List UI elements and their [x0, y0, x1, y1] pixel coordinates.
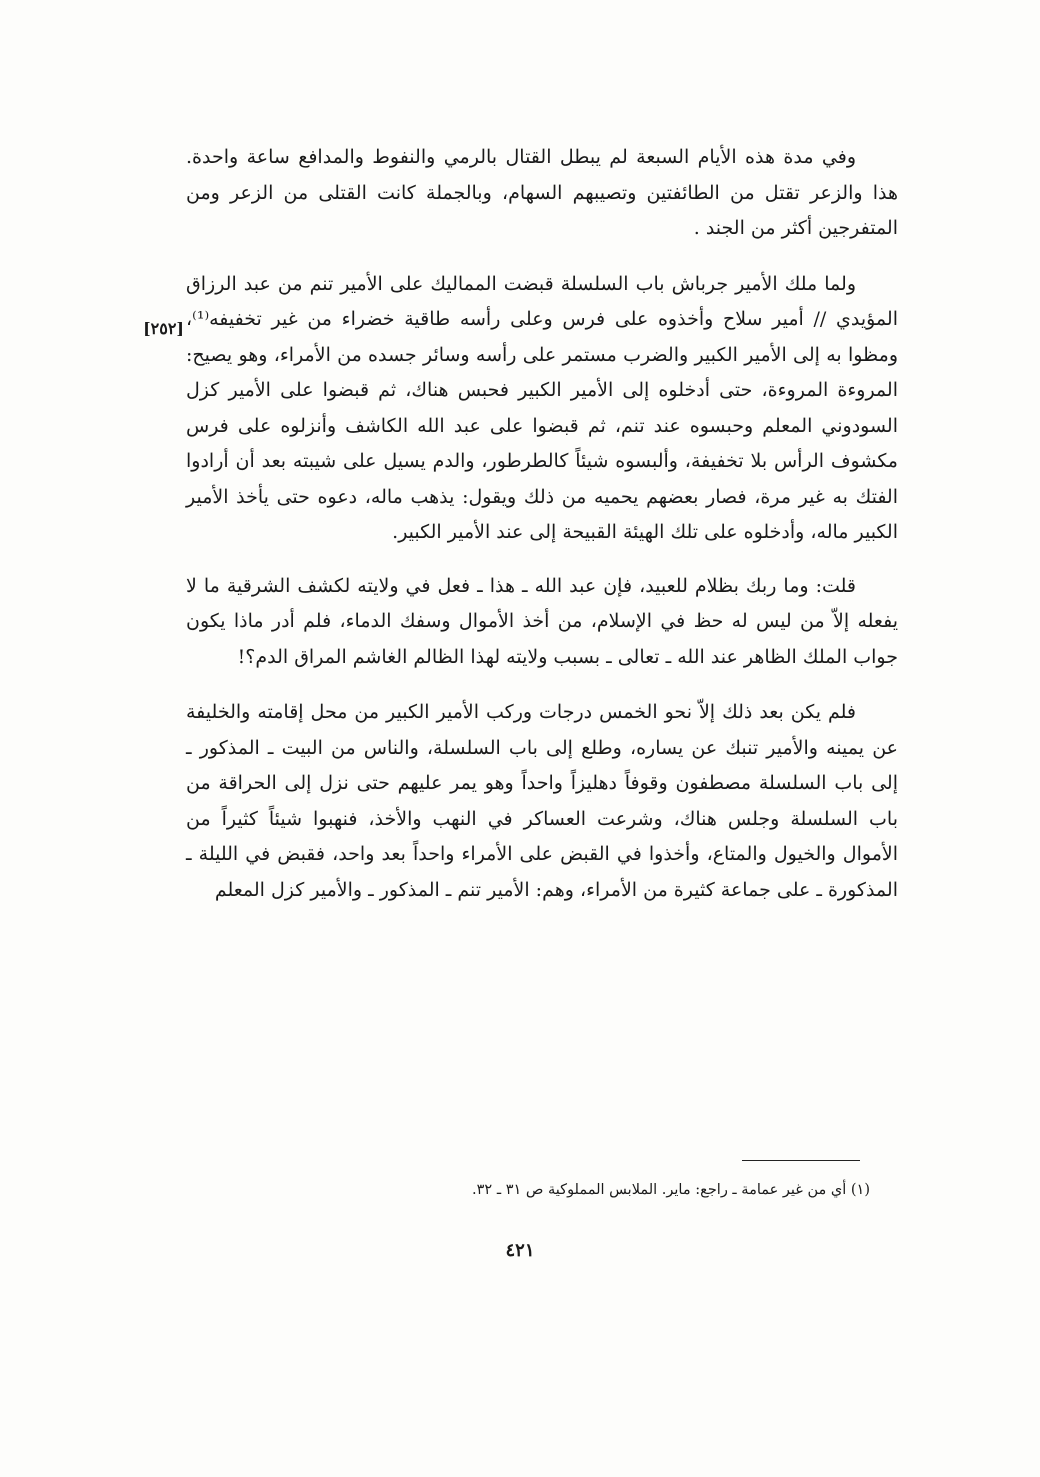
paragraph: قلت: وما ربك بظلام للعبيد، فإن عبد الله ـ هذا ـ فعل في ولايته لكشف الشرقية ما لا يفعله إلاّ من ليس له حظ في الإسلام، من أخذ الأموال وسفك الدماء، فلم أدر ماذا يكون جواب الملك الظاهر عند الله ـ تعالى ـ بسبب ولايته لهذا الظالم الغاشم المراق الدم؟!	[186, 574, 898, 668]
paragraph: ولما ملك الأمير جرباش باب السلسلة قبضت المماليك على الأمير تنم من عبد الرزاق المؤيدي // أمير سلاح وأخذوه على فرس وعلى رأسه طاقية خضراء من غير تخفيفه⁽¹⁾، ومظوا به إلى الأمير الكبير والضرب مستمر على رأسه وسائر جسده من الأمراء، وهو يصيح: المروءة المروءة، حتى أدخلوه إلى الأمير الكبير فحبس هناك، ثم قبضوا على الأمير كزل السودوني المعلم وحبسوه عند تنم، ثم قبضوا على عبد الله الكاشف وأنزلوه على فرس مكشوف الرأس بلا تخفيفة، وألبسوه شيئاً كالطرطور، والدم يسيل على شيبته بعد أن أرادوا الفتك به غير مرة، فصار بعضهم يحميه من ذلك ويقول: يذهب ماله، دعوه حتى يأخذ الأمير الكبير ماله، وأدخلوه على تلك الهيئة القبيحة إلى عند الأمير الكبير.	[186, 272, 898, 543]
paragraph: فلم يكن بعد ذلك إلاّ نحو الخمس درجات وركب الأمير الكبير من محل إقامته والخليفة عن يمينه والأمير تنبك عن يساره، وطلع إلى باب السلسلة، والناس من البيت ـ المذكور ـ إلى باب السلسلة مصطفون وقوفاً دهليزاً واحداً وهو يمر عليهم حتى نزل إلى الحراقة من باب السلسلة وجلس هناك، وشرعت العساكر في النهب والأخذ، فنهبوا شيئاً كثيراً من الأموال والخيول والمتاع، وأخذوا في القبض على الأمراء واحداً بعد واحد، فقبض في الليلة ـ المذكورة ـ على جماعة كثيرة من الأمراء، وهم: الأمير تنم ـ المذكور ـ والأمير كزل المعلم	[186, 701, 898, 901]
paragraph: وفي مدة هذه الأيام السبعة لم يبطل القتال بالرمي والنفوط والمدافع ساعة واحدة. هذا والزعر تقتل من الطائفتين وتصيبهم السهام، وبالجملة كانت القتلى من الزعر ومن المتفرجين أكثر من الجند .	[186, 146, 898, 239]
footnote: (١) أي من غير عمامة ـ راجع: ماير. الملابس المملوكية ص ٣١ ـ ٣٢.	[472, 1182, 870, 1198]
main-text	[186, 140, 898, 928]
margin-page-reference: [٢٥٢]	[143, 319, 184, 338]
page-number: ٤٢١	[505, 1240, 535, 1261]
footnote-separator	[742, 1160, 860, 1161]
